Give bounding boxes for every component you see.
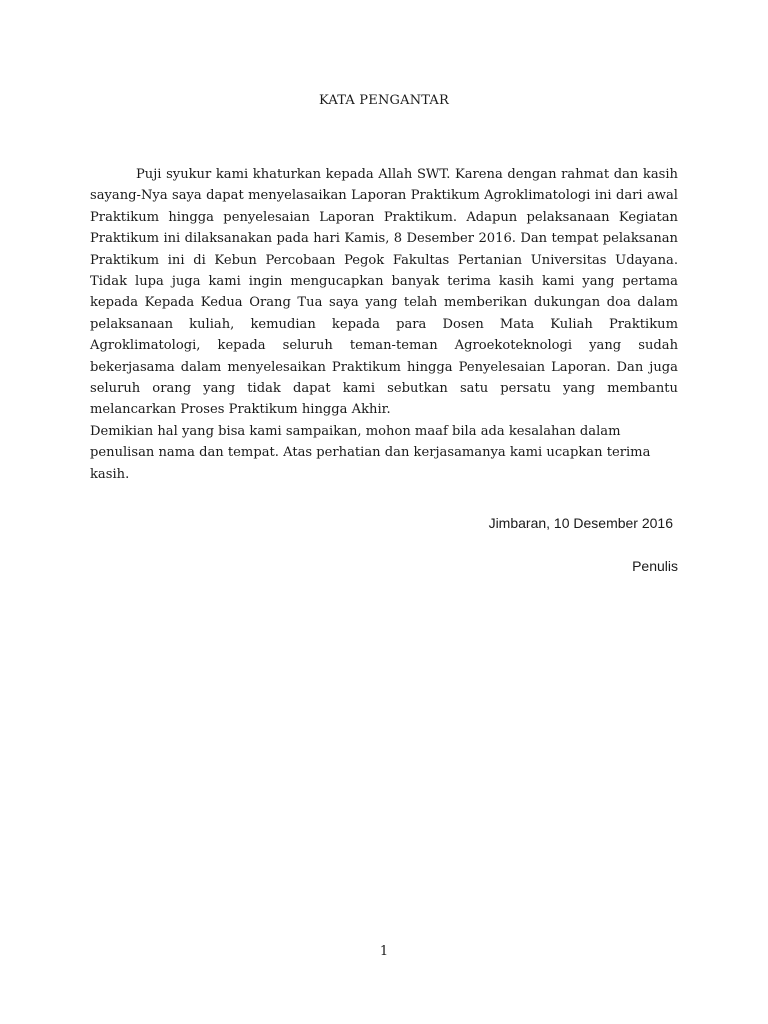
- author-signature-label: Penulis: [632, 558, 678, 574]
- body-text: [90, 164, 678, 485]
- page-title: KATA PENGANTAR: [318, 93, 450, 108]
- place-date: Jimbaran, 10 Desember 2016: [488, 515, 673, 531]
- page-number: 1: [379, 944, 389, 959]
- paragraph-closing: Demikian hal yang bisa kami sampaikan, mohon maaf bila ada kesalahan dalam penulisan nama dan tempat. Atas perhatian dan kerjasamanya kami ucapkan terima kasih.: [90, 423, 651, 482]
- paragraph-acknowledgement: Puji syukur kami khaturkan kepada Allah SWT. Karena dengan rahmat dan kasih sayang-Nya saya dapat menyelasaikan Laporan Praktikum Agroklimatologi ini dari awal Praktikum hingga penyelesaian Laporan Praktikum. Adapun pelaksanaan Kegiatan Praktikum ini dilaksanakan pada hari Kamis, 8 Desember 2016. Dan tempat pelaksanan Praktikum ini di Kebun Percobaan Pegok Fakultas Pertanian Universitas Udayana. Tidak lupa juga kami ingin mengucapkan banyak terima kasih kami yang pertama kepada Kepada Kedua Orang Tua saya yang telah memberikan dukungan doa dalam pelaksanaan kuliah, kemudian kepada para Dosen Mata Kuliah Praktikum Agroklimatologi, kepada seluruh teman-teman Agroekoteknologi yang sudah bekerjasama dalam menyelesaikan Praktikum hingga Penyelesaian Laporan. Dan juga seluruh orang yang tidak dapat kami sebutkan satu persatu yang membantu melancarkan Proses Praktikum hingga Akhir.: [90, 167, 678, 418]
